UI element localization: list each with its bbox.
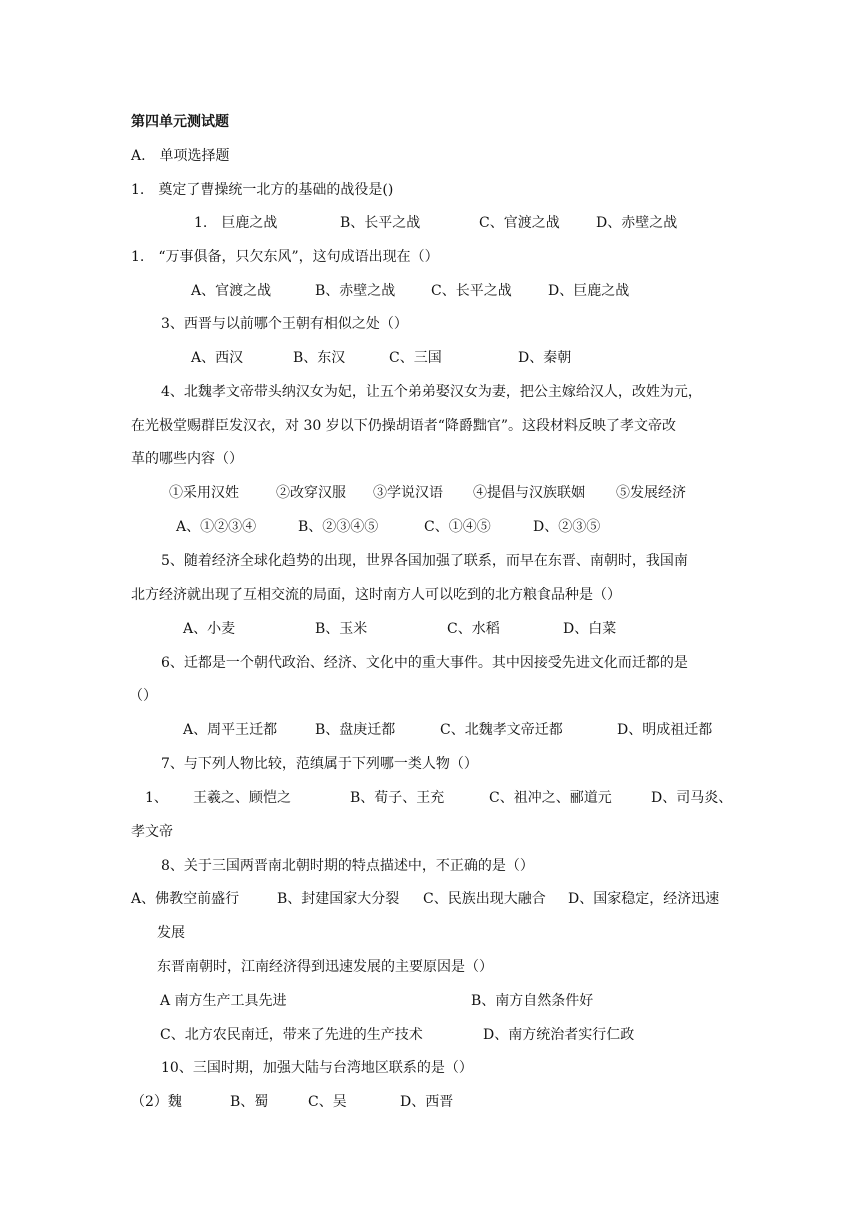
question-2-stem: 1. “万事俱备，只欠东风”，这句成语出现在（） (131, 249, 439, 265)
question-4-option-b: B、②③④⑤ (298, 519, 379, 535)
question-7-option-a: 王羲之、顾恺之 (193, 790, 291, 806)
question-4-stem-line-2: 在光极堂赐群臣发汉衣，对 30 岁以下仍操胡语者“降爵黜官”。这段材料反映了孝文帝改 (131, 418, 677, 434)
question-3-option-b: B、东汉 (293, 350, 346, 366)
question-4-option-c: C、①④⑤ (424, 519, 491, 535)
question-10-option-c: C、吴 (308, 1094, 347, 1110)
question-8-option-d: D、国家稳定，经济迅速 (568, 891, 720, 907)
question-4-option-d: D、②③⑤ (533, 519, 601, 535)
question-9-option-c: C、北方农民南迁，带来了先进的生产技术 (160, 1027, 423, 1043)
question-4-stem-line-3: 革的哪些内容（） (131, 451, 243, 467)
question-3-stem: 3、西晋与以前哪个王朝有相似之处（） (161, 316, 408, 332)
question-6-stem-line-2: （） (129, 688, 157, 704)
question-9-stem: 东晋南朝时，江南经济得到迅速发展的主要原因是（） (157, 959, 493, 975)
question-6-option-a: A、周平王迁都 (183, 722, 278, 738)
question-1-stem: 1. 奠定了曹操统一北方的基础的战役是() (131, 182, 394, 198)
question-10-stem: 10、三国时期，加强大陆与台湾地区联系的是（） (161, 1060, 473, 1076)
question-7-option-c: C、祖冲之、郦道元 (489, 790, 612, 806)
question-4-item-3: ③学说汉语 (373, 485, 443, 501)
question-7-option-b: B、荀子、王充 (350, 790, 445, 806)
question-7-stem: 7、与下列人物比较，范缜属于下列哪一类人物（） (161, 756, 478, 772)
question-5-option-d: D、白菜 (563, 621, 617, 637)
question-2-option-b: B、赤壁之战 (315, 283, 396, 299)
question-7-option-a-number: 1、 (145, 790, 168, 806)
question-6-option-c: C、北魏孝文帝迁都 (440, 722, 563, 738)
question-4-item-2: ②改穿汉服 (276, 485, 346, 501)
question-1-option-a: 1. 巨鹿之战 (194, 215, 278, 231)
question-9-option-a: A 南方生产工具先进 (160, 993, 287, 1009)
question-7-option-d: D、司马炎、 (651, 790, 733, 806)
question-2-option-a: A、官渡之战 (191, 283, 272, 299)
question-1-option-d: D、赤壁之战 (596, 215, 678, 231)
question-5-option-a: A、小麦 (183, 621, 236, 637)
question-4-stem-line-1: 4、北魏孝文帝带头纳汉女为妃，让五个弟弟娶汉女为妻，把公主嫁给汉人，改姓为元， (161, 384, 702, 400)
section-heading: A. 单项选择题 (131, 148, 230, 164)
question-4-option-a: A、①②③④ (176, 519, 257, 535)
question-3-option-c: C、三国 (389, 350, 442, 366)
question-8-option-a: A、佛教空前盛行 (131, 891, 240, 907)
question-10-option-b: B、蜀 (230, 1094, 269, 1110)
question-1-option-c: C、官渡之战 (479, 215, 560, 231)
question-6-option-d: D、明成祖迁都 (617, 722, 713, 738)
question-8-option-b: B、封建国家大分裂 (277, 891, 400, 907)
question-4-item-1: ①采用汉姓 (169, 485, 239, 501)
question-4-item-5: ⑤发展经济 (616, 485, 686, 501)
question-2-option-c: C、长平之战 (431, 283, 512, 299)
question-6-stem-line-1: 6、迁都是一个朝代政治、经济、文化中的重大事件。其中因接受先进文化而迁都的是 (161, 655, 688, 671)
question-5-stem-line-1: 5、随着经济全球化趋势的出现，世界各国加强了联系，而早在东晋、南朝时，我国南 (161, 553, 688, 569)
question-3-option-d: D、秦朝 (518, 350, 572, 366)
question-9-option-d: D、南方统治者实行仁政 (483, 1027, 635, 1043)
question-5-option-c: C、水稻 (447, 621, 500, 637)
question-7-option-d-wrap: 孝文帝 (131, 824, 173, 840)
question-5-stem-line-2: 北方经济就出现了互相交流的局面，这时南方人可以吃到的北方粮食品种是（） (131, 587, 621, 603)
question-4-item-4: ④提倡与汉族联姻 (473, 485, 585, 501)
question-3-option-a: A、西汉 (191, 350, 244, 366)
question-8-option-d-wrap: 发展 (157, 925, 185, 941)
question-6-option-b: B、盘庚迁都 (315, 722, 396, 738)
question-1-option-b: B、长平之战 (340, 215, 421, 231)
question-10-option-a: （2）魏 (131, 1094, 182, 1110)
question-9-option-b: B、南方自然条件好 (471, 993, 594, 1009)
question-8-option-c: C、民族出现大融合 (423, 891, 546, 907)
question-8-stem: 8、关于三国两晋南北朝时期的特点描述中，不正确的是（） (161, 858, 534, 874)
page-title: 第四单元测试题 (131, 114, 229, 130)
question-5-option-b: B、玉米 (315, 621, 368, 637)
question-10-option-d: D、西晋 (400, 1094, 454, 1110)
question-2-option-d: D、巨鹿之战 (548, 283, 630, 299)
